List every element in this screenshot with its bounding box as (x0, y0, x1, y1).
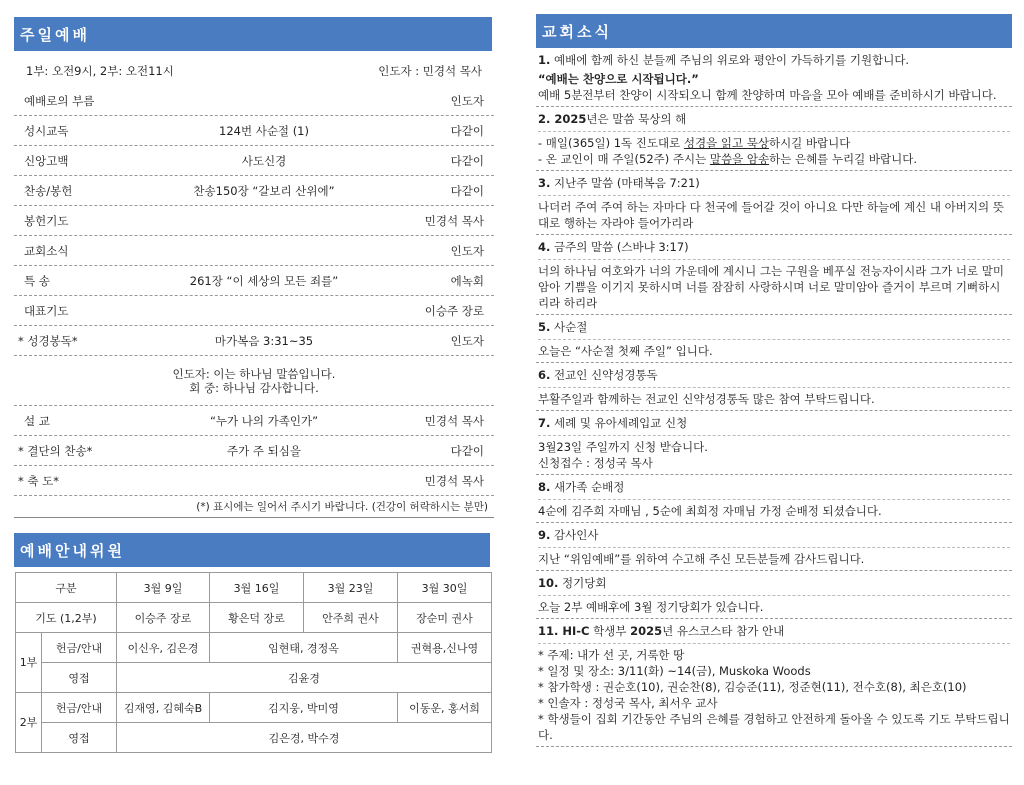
table-cell: 헌금/안내 (42, 633, 117, 663)
news-item-3: 3. 지난주 말씀 (마태복음 7:21) 나더러 주여 주여 하는 자마다 다 천국에 들어갈 것이 아니요 다만 하늘에 계신 내 아버지의 뜻대로 행하는 자라야 들어가리라 (536, 171, 1012, 235)
order-content: 사도신경 (241, 153, 287, 168)
order-person: 인도자 (450, 93, 484, 108)
order-row (14, 86, 494, 116)
table-cell: 황은덕 장로 (210, 603, 304, 633)
table-cell: 김재영, 김혜숙B (117, 693, 210, 723)
table-cell: 기도 (1,2부) (16, 603, 117, 633)
table-cell: 3월 30일 (398, 573, 492, 603)
order-person: 다같이 (450, 183, 484, 198)
order-content: 주가 주 되심을 (227, 443, 301, 458)
table-cell: 임현태, 경정옥 (210, 633, 398, 663)
table-cell: 장순미 권사 (398, 603, 492, 633)
order-row (14, 466, 494, 496)
order-row (14, 406, 494, 436)
order-row (14, 296, 494, 326)
order-row (14, 206, 494, 236)
order-row (14, 116, 494, 146)
usher-title: 예배안내위원 (20, 541, 125, 560)
order-item: 성시교독 (24, 123, 69, 138)
table-row (16, 723, 492, 753)
service-leader: 인도자 : 민경석 목사 (378, 64, 482, 78)
table-row (16, 663, 492, 693)
order-person: 인도자 (450, 333, 484, 348)
service-info (14, 63, 494, 79)
order-person: 인도자 (450, 243, 484, 258)
order-content: “누가 나의 가족인가” (209, 413, 319, 428)
table-row (16, 693, 492, 723)
order-content: 마가복음 3:31~35 (214, 333, 314, 348)
response-line-1: 인도자: 이는 하나님 말씀입니다. (172, 366, 336, 381)
table-row (16, 573, 492, 603)
response-line-2: 회 중: 하나님 감사합니다. (189, 380, 319, 395)
order-item: 찬송/봉헌 (24, 183, 73, 198)
table-cell: 김지웅, 박미영 (210, 693, 398, 723)
table-cell: 안주희 권사 (304, 603, 398, 633)
order-person: 민경석 목사 (424, 413, 484, 428)
order-item: 설 교 (24, 413, 50, 428)
table-row (16, 603, 492, 633)
order-person: 다같이 (450, 153, 484, 168)
table-cell: 권혁용,신나영 (398, 633, 492, 663)
news-title: 교회소식 (542, 22, 612, 41)
table-cell: 2부 (16, 693, 42, 753)
table-cell: 3월 9일 (117, 573, 210, 603)
news-item-10: 10. 정기당회 오늘 2부 예배후에 3월 정기당회가 있습니다. (536, 571, 1012, 619)
order-item: 신앙고백 (24, 153, 69, 168)
worship-header (14, 17, 492, 51)
order-row (14, 436, 494, 466)
service-times: 1부: 오전9시, 2부: 오전11시 (26, 64, 174, 78)
worship-title: 주일예배 (20, 25, 90, 44)
order-person: 이승주 장로 (424, 303, 484, 318)
news-item-4: 4. 금주의 말씀 (스바냐 3:17) 너의 하나님 여호와가 너의 가운데에 계시니 그는 구원을 베푸실 전능자이시라 그가 너로 말미암아 기쁨을 이기지 못하시며 너를 잠잠히 사랑하시며 너로 말미암아 즐거이 부르며 기뻐하시리라 하리라 (536, 235, 1012, 315)
table-cell: 이승주 장로 (117, 603, 210, 633)
news-item-2: 2. 2025년은 말씀 묵상의 해 - 매일(365일) 1독 진도대로 성경을 읽고 묵상하시길 바랍니다 - 온 교인이 매 주일(52주) 주시는 말씀을 암송하는 은혜를 누리길 바랍니다. (536, 107, 1012, 171)
news-item-5: 5. 사순절 오늘은 “사순절 첫째 주일” 입니다. (536, 315, 1012, 363)
order-item: * 축 도* (18, 473, 60, 488)
news-item-9: 9. 감사인사 지난 “위임예배”를 위하여 수고해 주신 모든분들께 감사드립니다. (536, 523, 1012, 571)
order-row (14, 176, 494, 206)
order-item: 대표기도 (24, 303, 69, 318)
order-person: 다같이 (450, 123, 484, 138)
order-item: 봉헌기도 (24, 213, 69, 228)
usher-table (15, 572, 492, 753)
order-item: * 결단의 찬송* (18, 443, 93, 458)
worship-order (14, 86, 494, 518)
order-row (14, 146, 494, 176)
order-item: 예배로의 부름 (24, 93, 95, 108)
standing-footnote: (*) 표시에는 일어서 주시기 바랍니다. (건강이 허락하시는 분만) (14, 496, 494, 518)
responsive-reading (14, 356, 494, 406)
table-cell: 3월 23일 (304, 573, 398, 603)
order-row (14, 236, 494, 266)
order-item: * 성경봉독* (18, 333, 78, 348)
order-person: 민경석 목사 (424, 213, 484, 228)
order-person: 민경석 목사 (424, 473, 484, 488)
order-person: 에녹회 (450, 273, 484, 288)
order-content: 261장 “이 세상의 모든 죄를” (189, 273, 339, 288)
table-cell: 영접 (42, 723, 117, 753)
news-item-7: 7. 세례 및 유아세례입교 신청 3월23일 주일까지 신청 받습니다. 신청접수 : 정성국 목사 (536, 411, 1012, 475)
table-cell: 3월 16일 (210, 573, 304, 603)
usher-header (14, 533, 490, 567)
table-cell: 이신우, 김은경 (117, 633, 210, 663)
table-cell: 1부 (16, 633, 42, 693)
news-item-6: 6. 전교인 신약성경통독 부활주일과 함께하는 전교인 신약성경통독 많은 참여 부탁드립니다. (536, 363, 1012, 411)
news-item-8: 8. 새가족 순배정 4순에 김주희 자매님 , 5순에 최희정 자매님 가정 순배정 되셨습니다. (536, 475, 1012, 523)
order-content: 124번 사순절 (1) (219, 123, 309, 138)
table-cell: 영접 (42, 663, 117, 693)
table-cell: 김은경, 박수경 (117, 723, 492, 753)
order-item: 특 송 (24, 273, 50, 288)
order-row (14, 326, 494, 356)
table-cell: 이동운, 홍서희 (398, 693, 492, 723)
news-item-11: 11. HI-C 학생부 2025년 유스코스타 참가 안내 * 주제: 내가 선 곳, 거룩한 땅 * 일정 및 장소: 3/11(화) ~14(금), Muskoka Woods * 참가학생 : 권순호(10), 권순찬(8), 김승준(11), 정준현(11), 전수호(8), 최은호(10) * 인솔자 : 정성국 목사, 최서우 교사 * 학생들이 집회 기간동안 주님의 은혜를 경험하고 안전하게 돌아올 수 있도록 기도 부탁드립니다. (536, 619, 1012, 747)
order-row (14, 266, 494, 296)
order-person: 다같이 (450, 443, 484, 458)
table-cell: 헌금/안내 (42, 693, 117, 723)
news-header (536, 14, 1012, 48)
table-cell: 구분 (16, 573, 117, 603)
table-cell: 김윤경 (117, 663, 492, 693)
order-item: 교회소식 (24, 243, 69, 258)
order-content: 찬송150장 “갈보리 산위에” (193, 183, 335, 198)
table-row (16, 633, 492, 663)
news-item-1: 1. 예배에 함께 하신 분들께 주님의 위로와 평안이 가득하기를 기원합니다. “예배는 찬양으로 시작됩니다.” 예배 5분전부터 찬양이 시작되오니 함께 찬양하며 마음을 모아 예배를 준비하시기 바랍니다. (536, 48, 1012, 107)
news-list (536, 48, 1012, 747)
